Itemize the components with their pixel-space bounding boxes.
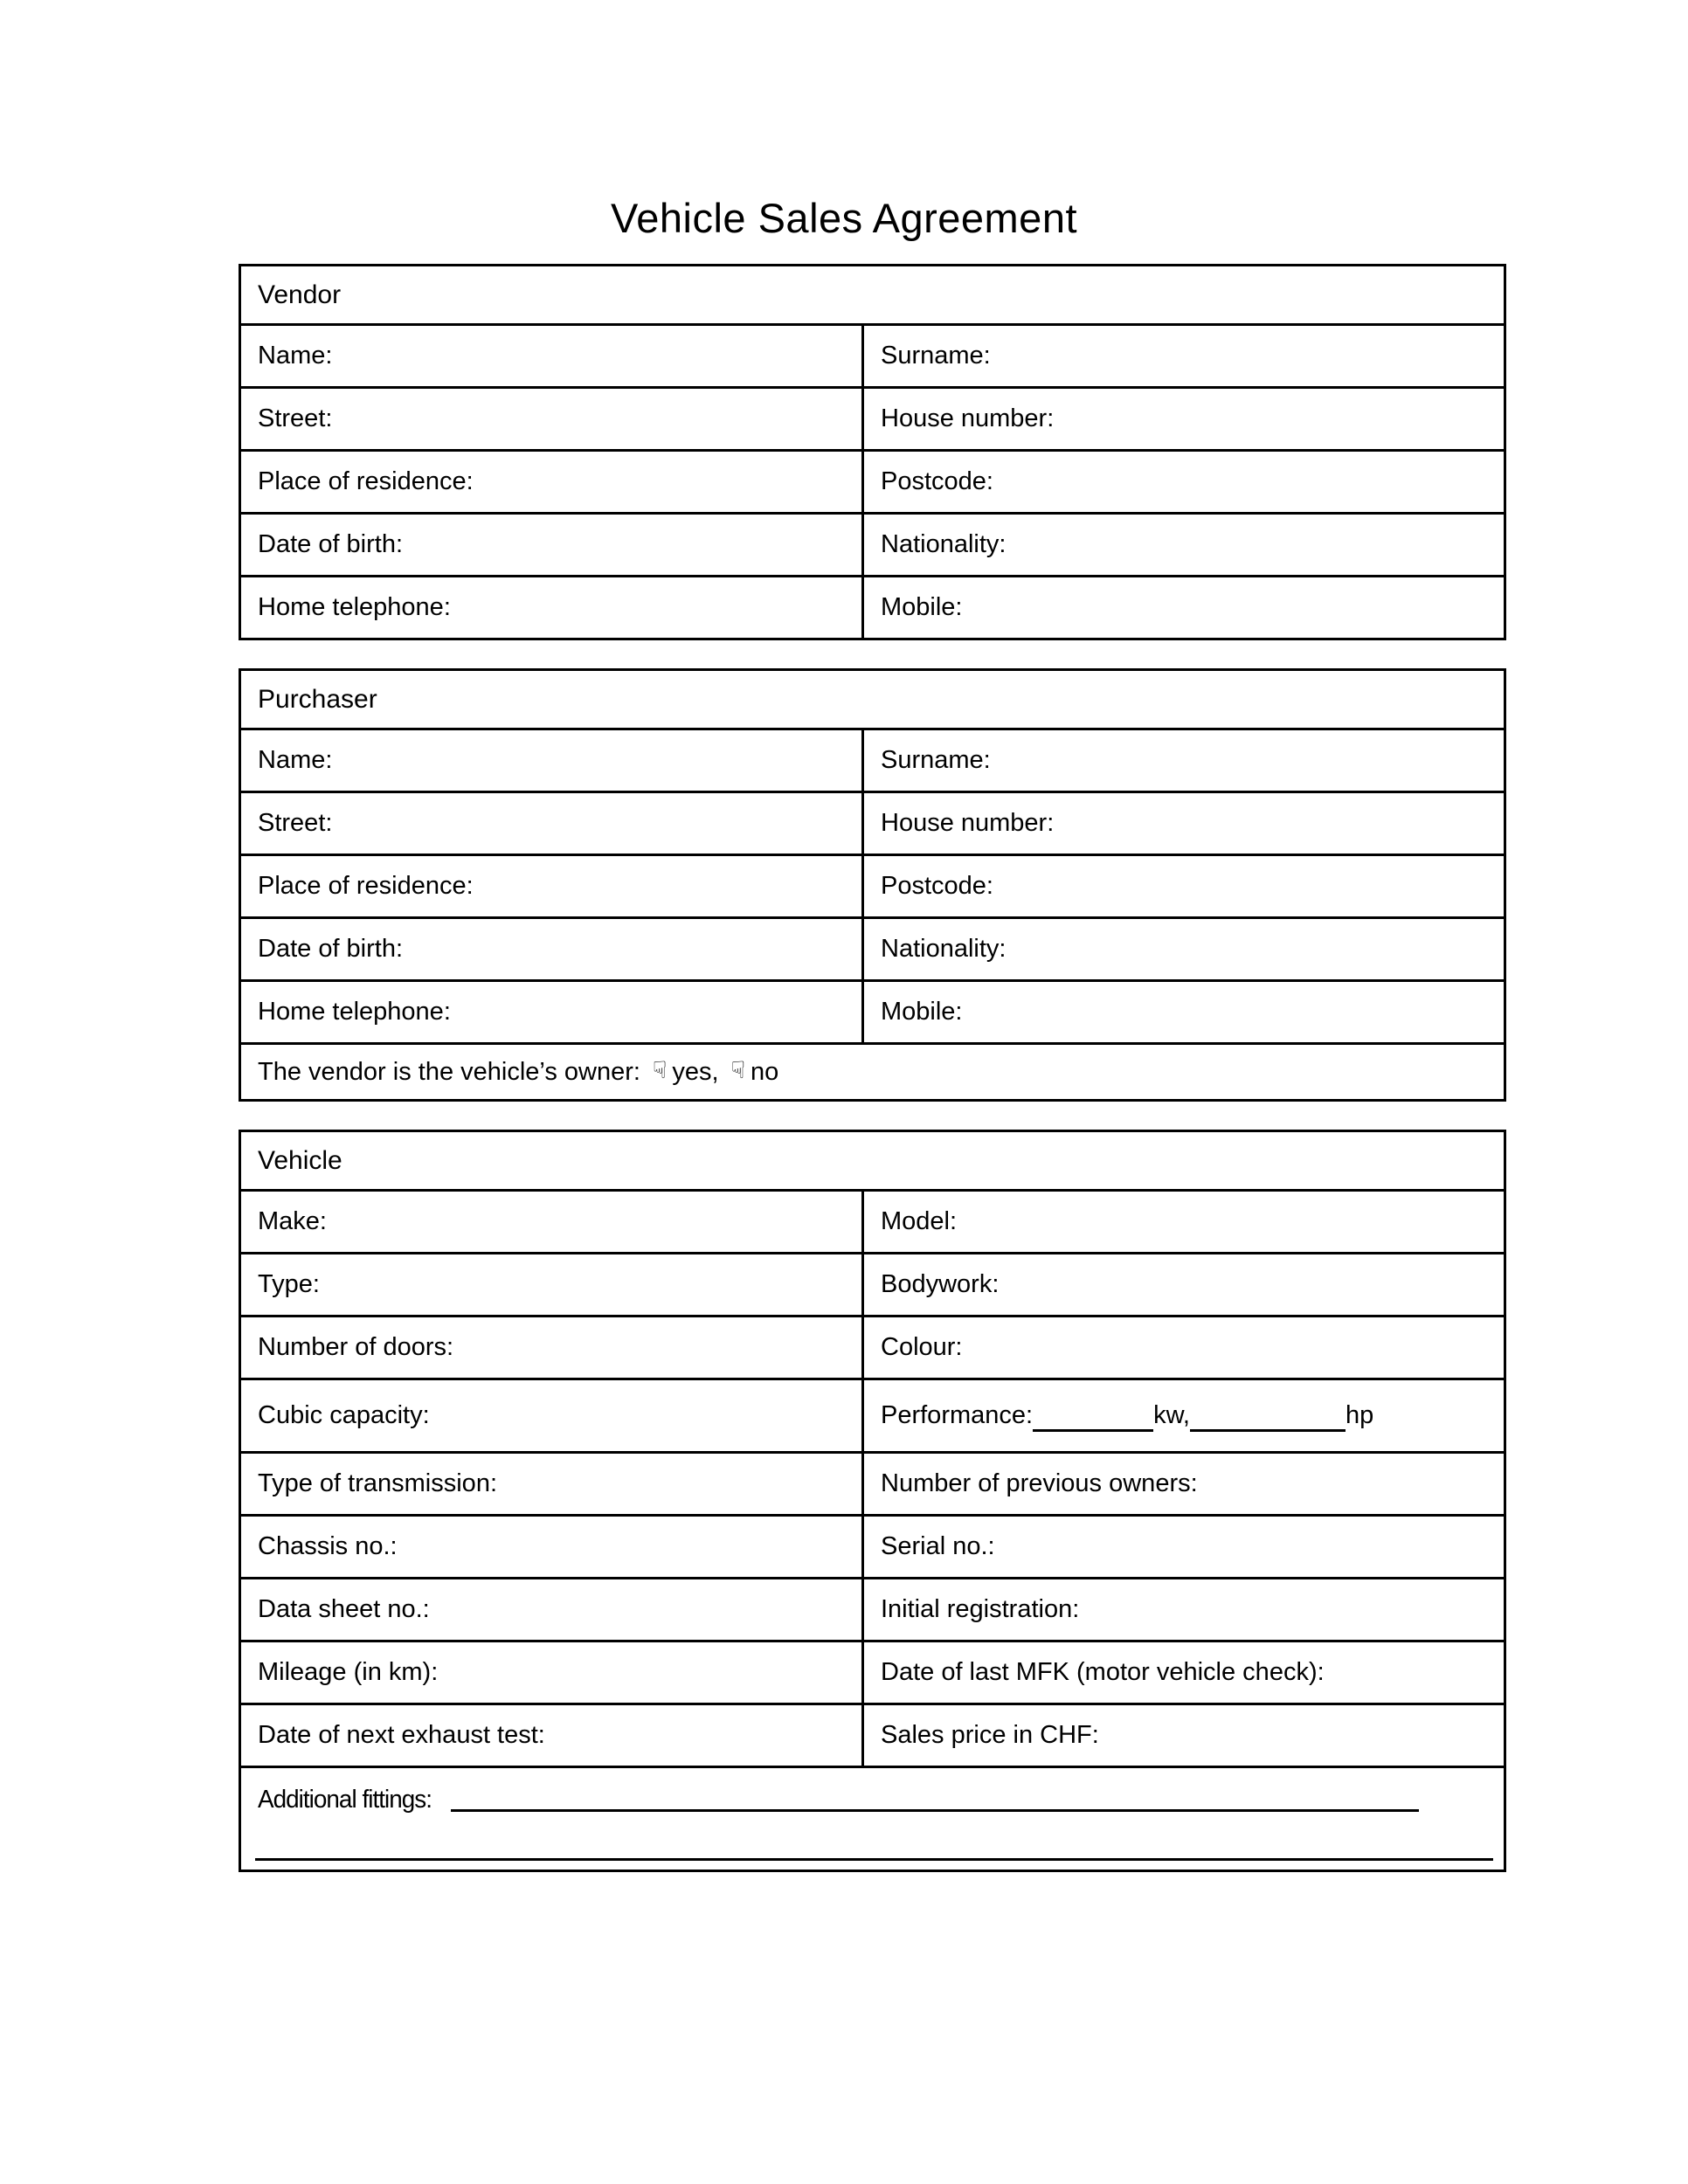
vendor-section-header: Vendor <box>258 280 342 309</box>
field-label-make: Make: <box>241 1192 864 1252</box>
purchaser-table <box>239 668 1506 1102</box>
field-label-previous-owners: Number of previous owners: <box>881 1469 1198 1497</box>
vendor-is-owner-row <box>241 1042 1504 1099</box>
field-label-date-of-birth: Date of birth: <box>241 919 864 979</box>
field-label-bodywork: Bodywork: <box>881 1270 1000 1298</box>
field-label-home-telephone: Home telephone: <box>241 982 864 1042</box>
table-row <box>241 1189 1504 1252</box>
field-label-number-of-doors: Number of doors: <box>241 1317 864 1378</box>
additional-fittings-row <box>241 1766 1504 1870</box>
table-row <box>241 1514 1504 1577</box>
table-row <box>241 1378 1504 1451</box>
field-label-date-of-birth: Date of birth: <box>241 515 864 575</box>
checkbox-hand-icon-yes[interactable]: ☟ <box>652 1056 668 1083</box>
owner-no-label: no <box>751 1057 779 1086</box>
table-row <box>241 1451 1504 1514</box>
field-label-data-sheet-no: Data sheet no.: <box>241 1579 864 1640</box>
field-label-serial-no: Serial no.: <box>881 1532 995 1560</box>
field-label-street: Street: <box>241 793 864 854</box>
table-row <box>241 386 1504 449</box>
table-row <box>241 323 1504 386</box>
checkbox-hand-icon-no[interactable]: ☟ <box>730 1056 746 1083</box>
performance-cell <box>864 1380 1504 1451</box>
table-row <box>241 575 1504 638</box>
vendor-table <box>239 264 1506 640</box>
table-row <box>241 1703 1504 1766</box>
field-label-postcode: Postcode: <box>881 467 993 495</box>
field-label-cubic-capacity: Cubic capacity: <box>241 1380 864 1451</box>
table-row <box>241 1640 1504 1703</box>
field-label-mileage: Mileage (in km): <box>241 1642 864 1703</box>
additional-fittings-blank-line-1[interactable] <box>451 1790 1419 1812</box>
field-label-place-of-residence: Place of residence: <box>241 856 864 916</box>
field-label-model: Model: <box>881 1207 958 1235</box>
table-row <box>241 791 1504 854</box>
field-label-additional-fittings: Additional fittings: <box>258 1786 432 1814</box>
hp-unit-label: hp <box>1345 1401 1374 1429</box>
owner-yes-label: yes, <box>672 1057 719 1086</box>
performance-kw-blank-line[interactable] <box>1033 1408 1153 1432</box>
vehicle-table <box>239 1130 1506 1872</box>
kw-unit-label: kw, <box>1153 1401 1190 1429</box>
page-title: Vehicle Sales Agreement <box>610 195 1078 241</box>
table-row <box>241 512 1504 575</box>
field-label-home-telephone: Home telephone: <box>241 577 864 638</box>
table-row <box>241 854 1504 916</box>
table-row <box>241 449 1504 512</box>
field-label-surname: Surname: <box>881 746 991 774</box>
field-label-postcode: Postcode: <box>881 872 993 900</box>
additional-fittings-blank-line-2[interactable] <box>255 1858 1493 1861</box>
performance-hp-blank-line[interactable] <box>1190 1408 1346 1432</box>
table-row <box>241 728 1504 791</box>
field-label-surname: Surname: <box>881 342 991 370</box>
field-label-name: Name: <box>241 730 864 791</box>
field-label-performance: Performance: <box>881 1401 1034 1429</box>
field-label-initial-registration: Initial registration: <box>881 1595 1080 1623</box>
field-label-next-exhaust-test: Date of next exhaust test: <box>241 1705 864 1766</box>
table-row <box>241 1577 1504 1640</box>
purchaser-section-header: Purchaser <box>258 684 377 714</box>
table-row <box>241 1252 1504 1315</box>
field-label-nationality: Nationality: <box>881 530 1007 558</box>
field-label-chassis-no: Chassis no.: <box>241 1517 864 1577</box>
field-label-mobile: Mobile: <box>881 998 963 1026</box>
field-label-colour: Colour: <box>881 1333 963 1361</box>
field-label-house-number: House number: <box>881 809 1055 837</box>
table-row <box>241 1315 1504 1378</box>
table-row <box>241 979 1504 1042</box>
vendor-is-owner-label: The vendor is the vehicle’s owner: <box>258 1057 640 1086</box>
field-label-type-of-transmission: Type of transmission: <box>241 1454 864 1514</box>
field-label-name: Name: <box>241 326 864 386</box>
field-label-date-last-mfk: Date of last MFK (motor vehicle check): <box>881 1658 1325 1686</box>
field-label-house-number: House number: <box>881 404 1055 432</box>
field-label-sales-price-chf: Sales price in CHF: <box>881 1721 1099 1749</box>
field-label-type: Type: <box>241 1254 864 1315</box>
field-label-mobile: Mobile: <box>881 593 963 621</box>
vehicle-section-header: Vehicle <box>258 1145 342 1175</box>
field-label-place-of-residence: Place of residence: <box>241 452 864 512</box>
field-label-nationality: Nationality: <box>881 935 1007 963</box>
table-row <box>241 916 1504 979</box>
field-label-street: Street: <box>241 389 864 449</box>
